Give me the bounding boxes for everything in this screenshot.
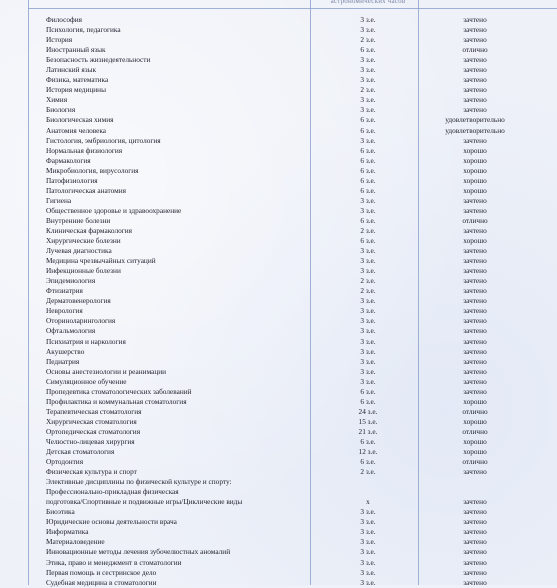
subject-name: Первая помощь и сестринское дело bbox=[46, 567, 157, 577]
subject-name: Инфекционные болезни bbox=[46, 266, 121, 276]
table-row bbox=[0, 477, 557, 487]
grade-cell: зачтено bbox=[463, 35, 487, 45]
subject-name: История bbox=[46, 35, 73, 45]
subject-name: Дерматовенерология bbox=[46, 296, 111, 306]
credits-cell: 3 з.е. bbox=[360, 266, 376, 276]
grade-cell: зачтено bbox=[463, 386, 487, 396]
grade-cell: зачтено bbox=[463, 356, 487, 366]
table-row bbox=[0, 95, 557, 105]
credits-cell: 2 з.е. bbox=[360, 225, 376, 235]
credits-cell: 24 з.е. bbox=[358, 406, 378, 416]
subject-name: Ортодонтия bbox=[46, 457, 84, 467]
subject-name: Иностранный язык bbox=[46, 45, 106, 55]
credits-cell: 21 з.е. bbox=[358, 426, 378, 436]
grade-cell: зачтено bbox=[463, 225, 487, 235]
subject-name: Патологическая анатомия bbox=[46, 185, 127, 195]
credits-cell: 2 з.е. bbox=[360, 85, 376, 95]
credits-cell: 6 з.е. bbox=[360, 236, 376, 246]
subject-name: Нормальная физиология bbox=[46, 145, 123, 155]
credits-cell: 2 з.е. bbox=[360, 286, 376, 296]
grade-cell: зачтено bbox=[463, 326, 487, 336]
grade-cell: зачтено bbox=[463, 65, 487, 75]
grade-cell: зачтено bbox=[463, 205, 487, 215]
subject-name: подготовка/Спортивные и подвижные игры/Циклические виды bbox=[46, 497, 243, 507]
grade-cell: отлично bbox=[462, 406, 488, 416]
subject-name: Биоэтика bbox=[46, 507, 75, 517]
table-row bbox=[0, 226, 557, 236]
subject-name: Эпидемиология bbox=[46, 276, 96, 286]
table-row bbox=[0, 15, 557, 25]
table-row bbox=[0, 286, 557, 296]
table-row bbox=[0, 55, 557, 65]
table-row bbox=[0, 65, 557, 75]
grade-cell: зачтено bbox=[463, 276, 487, 286]
grade-cell: зачтено bbox=[463, 376, 487, 386]
grade-cell: зачтено bbox=[463, 537, 487, 547]
subject-name: Медицина чрезвычайных ситуаций bbox=[46, 256, 156, 266]
credits-cell: 3 з.е. bbox=[360, 356, 376, 366]
subject-name: Клиническая фармакология bbox=[46, 225, 132, 235]
table-row bbox=[0, 186, 557, 196]
credits-cell: 6 з.е. bbox=[360, 125, 376, 135]
subject-name: Неврология bbox=[46, 306, 83, 316]
grade-cell: отлично bbox=[462, 215, 488, 225]
credits-cell: 3 з.е. bbox=[360, 557, 376, 567]
credits-cell: 3 з.е. bbox=[360, 376, 376, 386]
grade-cell: отлично bbox=[462, 45, 488, 55]
credits-cell: 3 з.е. bbox=[360, 195, 376, 205]
subject-name: Ортопедическая стоматология bbox=[46, 426, 141, 436]
credits-cell: 6 з.е. bbox=[360, 436, 376, 446]
grade-cell: хорошо bbox=[463, 155, 487, 165]
table-row bbox=[0, 196, 557, 206]
credits-cell: 3 з.е. bbox=[360, 517, 376, 527]
subject-name: Физическая культура и спорт bbox=[46, 467, 137, 477]
credits-cell: х bbox=[366, 497, 370, 507]
table-row bbox=[0, 216, 557, 226]
grade-cell: хорошо bbox=[463, 436, 487, 446]
subject-name: Биологическая химия bbox=[46, 115, 114, 125]
subject-name: Основы анестезиологии и реанимации bbox=[46, 366, 167, 376]
credits-cell: 3 з.е. bbox=[360, 366, 376, 376]
grade-cell: зачтено bbox=[463, 286, 487, 296]
table-row bbox=[0, 326, 557, 336]
subject-name: Фтизиатрия bbox=[46, 286, 83, 296]
subject-name: Профессионально-прикладная физическая bbox=[46, 487, 179, 497]
grade-cell: отлично bbox=[462, 457, 488, 467]
subject-name: Хирургическая стоматология bbox=[46, 416, 137, 426]
subject-name: Инновационные методы лечения зубочелюстных аномалий bbox=[46, 547, 231, 557]
credits-cell: 3 з.е. bbox=[360, 507, 376, 517]
table-row bbox=[0, 266, 557, 276]
credits-cell: 3 з.е. bbox=[360, 567, 376, 577]
grade-cell: зачтено bbox=[463, 507, 487, 517]
grade-cell: зачтено bbox=[463, 95, 487, 105]
subject-name: Фармакология bbox=[46, 155, 91, 165]
table-row bbox=[0, 296, 557, 306]
subject-name: Элективные дисциплины по физической культуре и спорту: bbox=[46, 477, 232, 487]
header-bottom-border bbox=[28, 8, 557, 9]
credits-cell: 3 з.е. bbox=[360, 65, 376, 75]
table-row bbox=[0, 126, 557, 136]
credits-cell: 3 з.е. bbox=[360, 55, 376, 65]
subject-name: Внутренние болезни bbox=[46, 215, 111, 225]
grade-cell: зачтено bbox=[463, 296, 487, 306]
subject-name: Оториноларингология bbox=[46, 316, 116, 326]
table-row bbox=[0, 156, 557, 166]
credits-cell: 12 з.е. bbox=[358, 447, 378, 457]
grade-cell: хорошо bbox=[463, 145, 487, 155]
grade-cell: зачтено bbox=[463, 135, 487, 145]
subject-name: Безопасность жизнедеятельности bbox=[46, 55, 151, 65]
credits-cell: 3 з.е. bbox=[360, 246, 376, 256]
table-row bbox=[0, 246, 557, 256]
subject-name: Общественное здоровье и здравоохранение bbox=[46, 205, 182, 215]
table-row bbox=[0, 578, 557, 588]
table-row bbox=[0, 417, 557, 427]
table-row bbox=[0, 568, 557, 578]
subject-name: Латинский язык bbox=[46, 65, 97, 75]
table-row bbox=[0, 136, 557, 146]
credits-cell: 6 з.е. bbox=[360, 396, 376, 406]
subject-name: Биология bbox=[46, 105, 76, 115]
grade-cell: зачтено bbox=[463, 55, 487, 65]
subject-name: Пропедевтика стоматологических заболеваний bbox=[46, 386, 192, 396]
subject-name: Терапевтическая стоматология bbox=[46, 406, 142, 416]
table-row bbox=[0, 206, 557, 216]
grade-cell: зачтено bbox=[463, 15, 487, 24]
table-row bbox=[0, 276, 557, 286]
table-row bbox=[0, 85, 557, 95]
table-row bbox=[0, 527, 557, 537]
credits-cell: 6 з.е. bbox=[360, 115, 376, 125]
subject-name: Юридические основы деятельности врача bbox=[46, 517, 177, 527]
credits-cell: 3 з.е. bbox=[360, 346, 376, 356]
grade-cell: зачтено bbox=[463, 567, 487, 577]
table-row bbox=[0, 256, 557, 266]
grade-cell: хорошо bbox=[463, 185, 487, 195]
table-row bbox=[0, 347, 557, 357]
credits-cell: 15 з.е. bbox=[358, 416, 378, 426]
credits-cell: 3 з.е. bbox=[360, 95, 376, 105]
table-row bbox=[0, 387, 557, 397]
credits-cell: 3 з.е. bbox=[360, 527, 376, 537]
grade-cell: зачтено bbox=[463, 547, 487, 557]
table-row bbox=[0, 236, 557, 246]
credits-cell: 3 з.е. bbox=[360, 336, 376, 346]
grade-cell: зачтено bbox=[463, 195, 487, 205]
grade-cell: зачтено bbox=[463, 467, 487, 477]
table-row bbox=[0, 497, 557, 507]
grade-cell: отлично bbox=[462, 426, 488, 436]
table-row bbox=[0, 507, 557, 517]
credits-cell: 6 з.е. bbox=[360, 145, 376, 155]
subject-name: Педиатрия bbox=[46, 356, 80, 366]
grade-cell: хорошо bbox=[463, 416, 487, 426]
subject-name: Офтальмология bbox=[46, 326, 96, 336]
grade-cell: удовлетворительно bbox=[445, 125, 505, 135]
table-row bbox=[0, 377, 557, 387]
table-row bbox=[0, 457, 557, 467]
credits-cell: 3 з.е. bbox=[360, 205, 376, 215]
credits-cell: 3 з.е. bbox=[360, 306, 376, 316]
credits-cell: 3 з.е. bbox=[360, 296, 376, 306]
grade-cell: зачтено bbox=[463, 105, 487, 115]
subjects-table bbox=[0, 15, 557, 588]
subject-name: Гистология, эмбриология, цитология bbox=[46, 135, 161, 145]
subject-name: Информатика bbox=[46, 527, 89, 537]
grade-cell: зачтено bbox=[463, 346, 487, 356]
subject-name: Детская стоматология bbox=[46, 447, 115, 457]
table-row bbox=[0, 487, 557, 497]
subject-name: Акушерство bbox=[46, 346, 85, 356]
table-row bbox=[0, 397, 557, 407]
grade-cell: зачтено bbox=[463, 527, 487, 537]
grade-cell: хорошо bbox=[463, 236, 487, 246]
table-row bbox=[0, 367, 557, 377]
credits-cell: 3 з.е. bbox=[360, 25, 376, 35]
table-row bbox=[0, 517, 557, 527]
subject-name: Анатомия человека bbox=[46, 125, 107, 135]
grade-cell: зачтено bbox=[463, 25, 487, 35]
subject-name: Материаловедение bbox=[46, 537, 105, 547]
credits-cell: 6 з.е. bbox=[360, 45, 376, 55]
table-row bbox=[0, 437, 557, 447]
table-row bbox=[0, 447, 557, 457]
credits-cell: 6 з.е. bbox=[360, 457, 376, 467]
grade-cell: удовлетворительно bbox=[445, 115, 505, 125]
table-row bbox=[0, 146, 557, 156]
credits-cell: 3 з.е. bbox=[360, 316, 376, 326]
table-row bbox=[0, 45, 557, 55]
subject-name: История медицины bbox=[46, 85, 106, 95]
credits-cell: 6 з.е. bbox=[360, 165, 376, 175]
subject-name: Профилактика и коммунальная стоматология bbox=[46, 396, 187, 406]
credits-cell: 6 з.е. bbox=[360, 175, 376, 185]
grade-cell: зачтено bbox=[463, 266, 487, 276]
table-row bbox=[0, 176, 557, 186]
subject-name: Психология, педагогика bbox=[46, 25, 121, 35]
table-row bbox=[0, 467, 557, 477]
table-row bbox=[0, 75, 557, 85]
credits-cell: 2 з.е. bbox=[360, 276, 376, 286]
grade-cell: зачтено bbox=[463, 557, 487, 567]
grade-cell: зачтено bbox=[463, 517, 487, 527]
subject-name: Симуляционное обучение bbox=[46, 376, 127, 386]
credits-cell: 3 з.е. bbox=[360, 577, 376, 587]
table-row bbox=[0, 35, 557, 45]
table-row bbox=[0, 427, 557, 437]
subject-name: Патофизиология bbox=[46, 175, 98, 185]
table-row bbox=[0, 166, 557, 176]
grade-cell: зачтено bbox=[463, 316, 487, 326]
table-row bbox=[0, 25, 557, 35]
subject-name: Лучевая диагностика bbox=[46, 246, 112, 256]
subject-name: Этика, право и менеджмент в стоматологии bbox=[46, 557, 182, 567]
table-row bbox=[0, 407, 557, 417]
credits-cell: 2 з.е. bbox=[360, 467, 376, 477]
credits-cell: 3 з.е. bbox=[360, 537, 376, 547]
subject-name: Хирургические болезни bbox=[46, 236, 121, 246]
grade-cell: зачтено bbox=[463, 577, 487, 587]
credits-cell: 3 з.е. bbox=[360, 15, 376, 24]
table-row bbox=[0, 357, 557, 367]
credits-cell: 6 з.е. bbox=[360, 215, 376, 225]
credits-cell: 3 з.е. bbox=[360, 326, 376, 336]
subject-name: Гигиена bbox=[46, 195, 72, 205]
subject-name: Психиатрия и наркология bbox=[46, 336, 126, 346]
grade-cell: зачтено bbox=[463, 85, 487, 95]
grade-cell: зачтено bbox=[463, 336, 487, 346]
subject-name: Химия bbox=[46, 95, 68, 105]
grade-cell: хорошо bbox=[463, 447, 487, 457]
grade-cell: зачтено bbox=[463, 246, 487, 256]
credits-cell: 3 з.е. bbox=[360, 135, 376, 145]
grade-cell: хорошо bbox=[463, 165, 487, 175]
subject-name: Философия bbox=[46, 15, 83, 24]
grade-cell: зачтено bbox=[463, 497, 487, 507]
credits-cell: 3 з.е. bbox=[360, 75, 376, 85]
table-row bbox=[0, 337, 557, 347]
credits-cell: 6 з.е. bbox=[360, 185, 376, 195]
credits-cell: 6 з.е. bbox=[360, 155, 376, 165]
grade-cell: зачтено bbox=[463, 75, 487, 85]
credits-cell: 3 з.е. bbox=[360, 105, 376, 115]
subject-name: Челюстно-лицевая хирургия bbox=[46, 436, 135, 446]
subject-name: Физика, математика bbox=[46, 75, 109, 85]
table-row bbox=[0, 316, 557, 326]
table-row bbox=[0, 537, 557, 547]
subject-name: Судебная медицина в стоматологии bbox=[46, 577, 157, 587]
grade-cell: хорошо bbox=[463, 175, 487, 185]
grade-cell: зачтено bbox=[463, 256, 487, 266]
credits-cell: 6 з.е. bbox=[360, 386, 376, 396]
table-row bbox=[0, 306, 557, 316]
credits-cell: 3 з.е. bbox=[360, 256, 376, 266]
credits-cell: 3 з.е. bbox=[360, 547, 376, 557]
table-row bbox=[0, 558, 557, 568]
grade-cell: зачтено bbox=[463, 366, 487, 376]
grade-cell: хорошо bbox=[463, 396, 487, 406]
grade-cell: зачтено bbox=[463, 306, 487, 316]
table-row bbox=[0, 105, 557, 115]
credits-cell: 2 з.е. bbox=[360, 35, 376, 45]
subject-name: Микробиология, вирусология bbox=[46, 165, 139, 175]
column-caption: астрономических часов bbox=[330, 0, 406, 5]
table-row bbox=[0, 115, 557, 125]
table-row bbox=[0, 547, 557, 557]
